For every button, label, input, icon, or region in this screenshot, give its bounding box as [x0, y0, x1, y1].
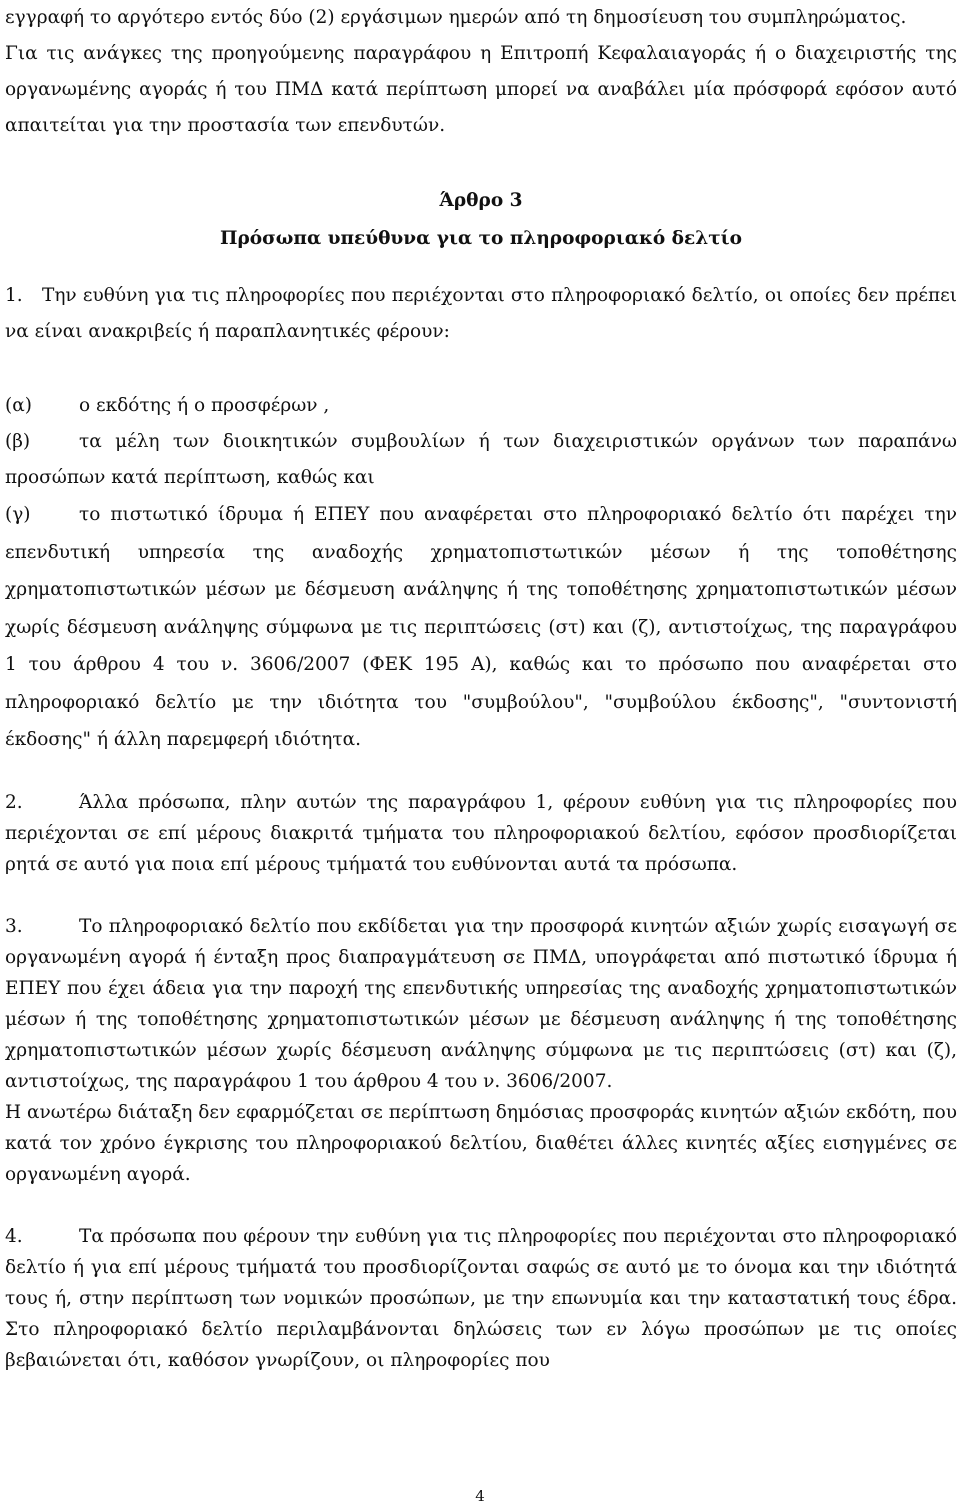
section-3-extra: Η ανωτέρω διάταξη δεν εφαρμόζεται σε περίπτωση δημόσιας προσφοράς κινητών αξιών εκδότη, που κατά τον χρόνο έγκρισης του πληροφοριακού δελτίου, διαθέτει άλλες κινητές αξίες εισηγμένες σε οργανωμένη αγορά. — [5, 1101, 957, 1185]
list-label-b: (β) — [5, 431, 31, 452]
page-number: 4 — [475, 1487, 485, 1505]
list-label-c: (γ) — [5, 504, 31, 525]
intro-continuation: εγγραφή το αργότερο εντός δύο (2) εργάσιμων ημερών από τη δημοσίευση του συμπληρώματος. — [5, 7, 907, 28]
list-text-a: ο εκδότης ή ο προσφέρων , — [79, 395, 330, 416]
section-2-text: Άλλα πρόσωπα, πλην αυτών της παραγράφου 1, φέρουν ευθύνη για τις πληροφορίες που περιέχονται σε επί μέρους διακριτά τμήματα του πληροφοριακού δελτίου, εφόσον προσδιορίζεται ρητά σε αυτό για ποια επί μέρους τμήματά του ευθύνονται αυτά τα πρόσωπα. — [5, 791, 957, 875]
section-1-intro — [5, 278, 957, 350]
article-title: Πρόσωπα υπεύθυνα για το πληροφοριακό δελτίο — [220, 228, 742, 249]
list-label-a: (α) — [5, 395, 32, 416]
section-3 — [5, 911, 957, 1097]
section-3-number: 3. — [5, 915, 23, 937]
section-3-text: Το πληροφοριακό δελτίο που εκδίδεται για την προσφορά κινητών αξιών χωρίς εισαγωγή σε οργανωμένη αγορά ή ένταξη προς διαπραγμάτευση σε ΠΜΔ, υπογράφεται από πιστωτικό ίδρυμα ή ΕΠΕΥ που έχει άδεια για την παροχή της επενδυτικής υπηρεσίας της αναδοχής χρηματοπιστωτικών μέσων ή της τοποθέτησης χρηματοπιστωτικών μέσων με δέσμευση ανάληψης ή της τοποθέτησης χρηματοπιστωτικών μέσων χωρίς δέσμευση ανάληψης σύμφωνα με τις περιπτώσεις (στ) και (ζ), αντιστοίχως, της παραγράφου 1 του άρθρου 4 του ν. 3606/2007. — [5, 915, 957, 1092]
list-item-b — [5, 424, 957, 496]
section-4-text: Τα πρόσωπα που φέρουν την ευθύνη για τις πληροφορίες που περιέχονται στο πληροφοριακό δελτίο ή για επί μέρους τμήματά του προσδιορίζονται σαφώς σε αυτό με το όνομα και την ιδιότητά τους ή, στην περίπτωση των νομικών προσώπων, με την επωνυμία και την καταστατική τους έδρα. Στο πληροφοριακό δελτίο περιλαμβάνονται δηλώσεις των εν λόγω προσώπων με τις οποίες βεβαιώνεται ότι, καθόσον γνωρίζουν, οι πληροφορίες που — [5, 1225, 957, 1371]
list-item-c — [5, 496, 957, 759]
section-4 — [5, 1221, 957, 1376]
section-2-number: 2. — [5, 791, 23, 813]
section-1-number: 1. — [5, 285, 23, 306]
section-1-text: Την ευθύνη για τις πληροφορίες που περιέχονται στο πληροφοριακό δελτίο, οι οποίες δεν πρέπει να είναι ανακριβείς ή παραπλανητικές φέρουν: — [5, 285, 957, 342]
article-number: Άρθρο 3 — [439, 190, 523, 211]
intro-paragraph: Για τις ανάγκες της προηγούμενης παραγράφου η Επιτροπή Κεφαλαιαγοράς ή ο διαχειριστής της οργανωμένης αγοράς ή του ΠΜΔ κατά περίπτωση μπορεί να αναβάλει μία πρόσφορά εφόσον αυτό απαιτείται για την προστασία των επενδυτών. — [5, 43, 957, 136]
list-text-b: τα μέλη των διοικητικών συμβουλίων ή των διαχειριστικών οργάνων των παραπάνω προσώπων κατά περίπτωση, καθώς και — [5, 431, 957, 488]
list-item-a — [5, 388, 957, 424]
article-heading — [5, 182, 957, 258]
section-2 — [5, 787, 957, 880]
list-text-c: το πιστωτικό ίδρυμα ή ΕΠΕΥ που αναφέρεται στο πληροφοριακό δελτίο ότι παρέχει την επενδυτική υπηρεσία της αναδοχής χρηματοπιστωτικών μέσων ή της τοποθέτησης χρηματοπιστωτικών μέσων με δέσμευση ανάληψης ή της τοποθέτησης χρηματοπιστωτικών μέσων χωρίς δέσμευση ανάληψης σύμφωνα με τις περιπτώσεις (στ) και (ζ), αντιστοίχως, της παραγράφου 1 του άρθρου 4 του ν. 3606/2007 (ΦΕΚ 195 Α), καθώς και το πρόσωπο που αναφέρεται στο πληροφοριακό δελτίο με την ιδιότητα του "συμβούλου", "συμβούλου έκδοσης", "συντονιστή έκδοσης" ή άλλη παρεμφερή ιδιότητα. — [5, 504, 957, 750]
section-4-number: 4. — [5, 1225, 23, 1247]
